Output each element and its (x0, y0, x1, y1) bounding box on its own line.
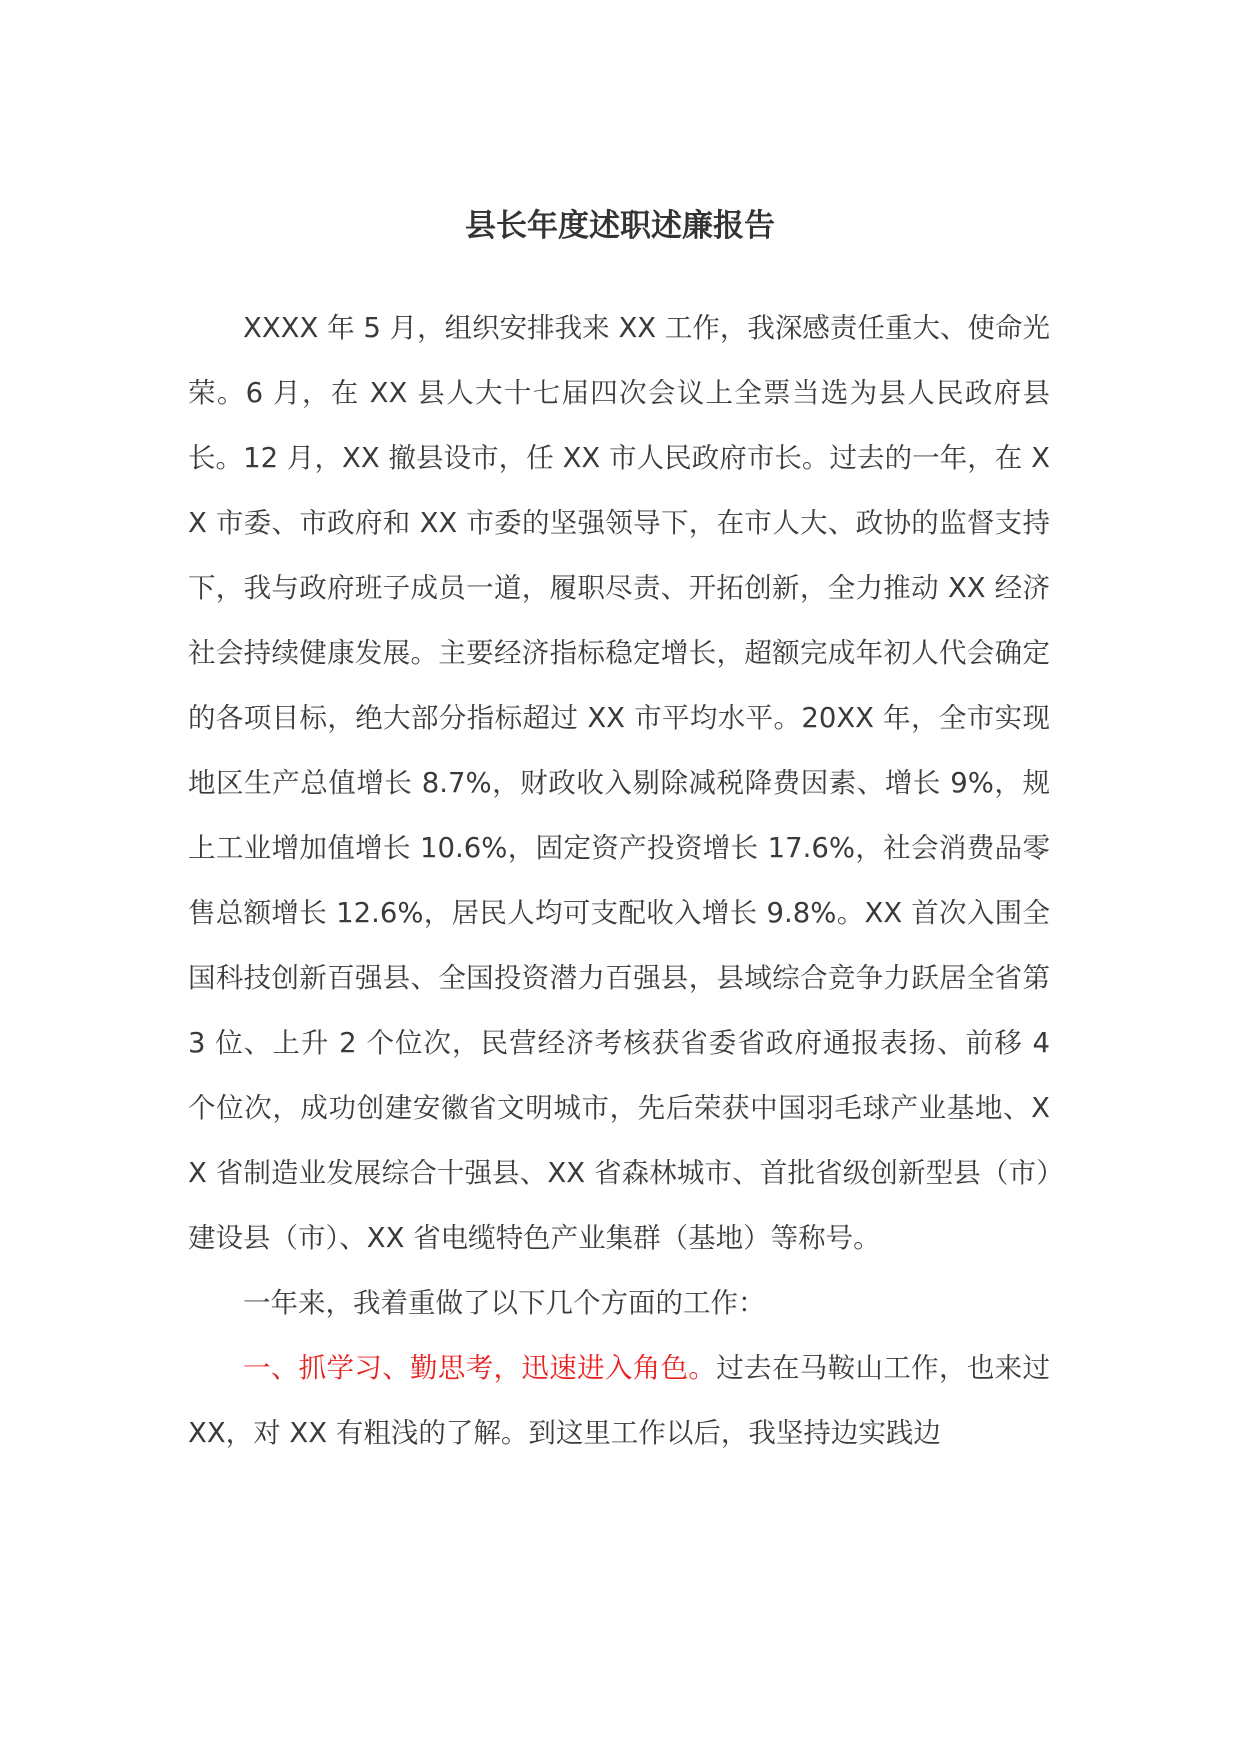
paragraph-summary-text: 一年来，我着重做了以下几个方面的工作： (243, 1287, 766, 1319)
paragraph-intro (188, 296, 1050, 1271)
paragraph-intro-text: XXXX 年 5 月，组织安排我来 XX 工作，我深感责任重大、使命光荣。6 月，在 XX 县人大十七届四次会议上全票当选为县人民政府县长。12 月，XX 撤县设市，任 XX 市人民政府市长。过去的一年，在 XX 市委、市政府和 XX 市委的坚强领导下，在市人大、政协的监督支持下，我与政府班子成员一道，履职尽责、开拓创新，全力推动 XX 经济社会持续健康发展。主要经济指标稳定增长，超额完成年初人代会确定的各项目标，绝大部分指标超过 XX 市平均水平。20XX 年，全市实现地区生产总值增长 8.7%，财政收入剔除减税降费因素、增长 9%，规上工业增加值增长 10.6%，固定资产投资增长 17.6%，社会消费品零售总额增长 12.6%，居民人均可支配收入增长 9.8%。XX 首次入围全国科技创新百强县、全国投资潜力百强县，县域综合竞争力跃居全省第 3 位、上升 2 个位次，民营经济考核获省委省政府通报表扬、前移 4 个位次，成功创建安徽省文明城市，先后荣获中国羽毛球产业基地、XX 省制造业发展综合十强县、XX 省森林城市、首批省级创新型县（市）建设县（市）、XX 省电缆特色产业集群（基地）等称号。 (188, 312, 1050, 1254)
paragraph-section-one (188, 1336, 1050, 1466)
document-title: 县长年度述职述廉报告 (465, 208, 775, 244)
section-one-heading: 一、抓学习、勤思考，迅速进入角色。 (243, 1352, 717, 1384)
paragraph-summary (188, 1271, 1050, 1336)
section-one-text: 过去在马鞍山工作，也来过 XX，对 XX 有粗浅的了解。到这里工作以后，我坚持边实践边 (188, 1352, 1051, 1449)
document-body (188, 296, 1050, 1466)
